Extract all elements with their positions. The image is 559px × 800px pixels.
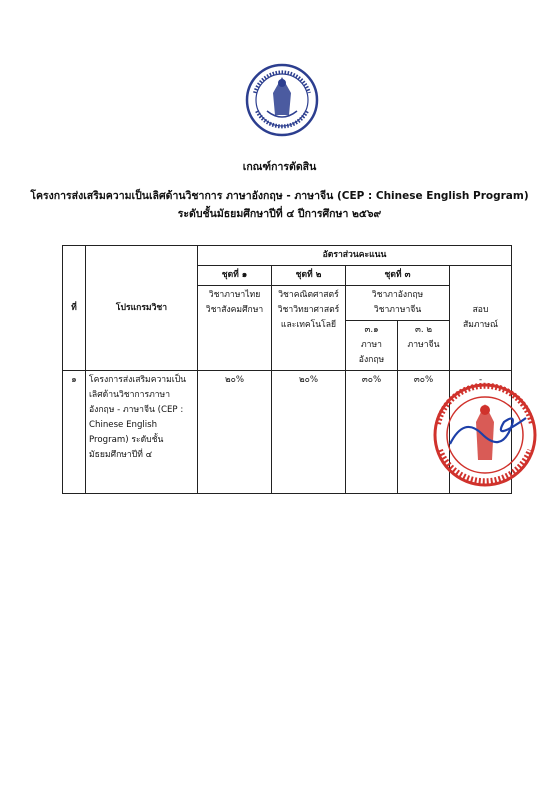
sub-name: ภาษาจีน: [407, 340, 440, 350]
row-set3-1: ๓๐%: [346, 371, 398, 494]
set3-sub1-header: [346, 321, 398, 371]
sub-name: ภาษาอังกฤษ: [358, 340, 385, 365]
subject-line: วิชาสังคมศึกษา: [205, 305, 264, 315]
score-ratio-header: อัตราส่วนคะแนน: [198, 246, 512, 266]
row-set1: ๒๐%: [198, 371, 272, 494]
row-interview: -: [450, 371, 512, 494]
interview-line: สอบ: [472, 305, 489, 315]
row-set3-2: ๓๐%: [398, 371, 450, 494]
set1-subjects: [198, 286, 272, 371]
project-title: โครงการส่งเสริมความเป็นเลิศด้านวิชาการ ภาษาอังกฤษ - ภาษาจีน (CEP : Chinese English Program): [30, 190, 529, 202]
subject-line: วิชาคณิตศาสตร์: [278, 290, 339, 300]
set2-subjects: [272, 286, 346, 371]
row-program: โครงการส่งเสริมความเป็นเลิศด้านวิชาการภาษาอังกฤษ - ภาษาจีน (CEP : Chinese English Program) ระดับชั้นมัธยมศึกษาปีที่ ๔: [86, 371, 198, 494]
sub-no: ๓. ๒: [414, 325, 432, 335]
interview-header: [450, 266, 512, 371]
set3-sub2-header: [398, 321, 450, 371]
subject-line: และเทคโนโลยี: [280, 320, 337, 330]
document-title: เกณฑ์การตัดสิน: [242, 161, 317, 173]
col-no-header: ที่: [63, 246, 86, 371]
subject-line: วิชาภาอังกฤษ: [371, 290, 424, 300]
school-logo: [245, 63, 319, 137]
set2-header: ชุดที่ ๒: [272, 266, 346, 286]
interview-line: สัมภาษณ์: [462, 320, 499, 330]
set1-header: ชุดที่ ๑: [198, 266, 272, 286]
sub-no: ๓.๑: [364, 325, 379, 335]
subject-line: วิชาภาษาจีน: [373, 305, 422, 315]
set3-subjects: [346, 286, 450, 321]
official-stamp: [432, 382, 538, 488]
subject-line: วิชาภาษาไทย: [208, 290, 261, 300]
set3-header: ชุดที่ ๓: [346, 266, 450, 286]
row-set2: ๒๐%: [272, 371, 346, 494]
level-year: ระดับชั้นมัธยมศึกษาปีที่ ๔ ปีการศึกษา ๒๕๖๙: [177, 208, 382, 220]
row-no: ๑: [63, 371, 86, 494]
table-header-row: [63, 246, 512, 266]
subject-line: วิชาวิทยาศาสตร์: [277, 305, 340, 315]
col-program-header: โปรแกรมวิชา: [86, 246, 198, 371]
